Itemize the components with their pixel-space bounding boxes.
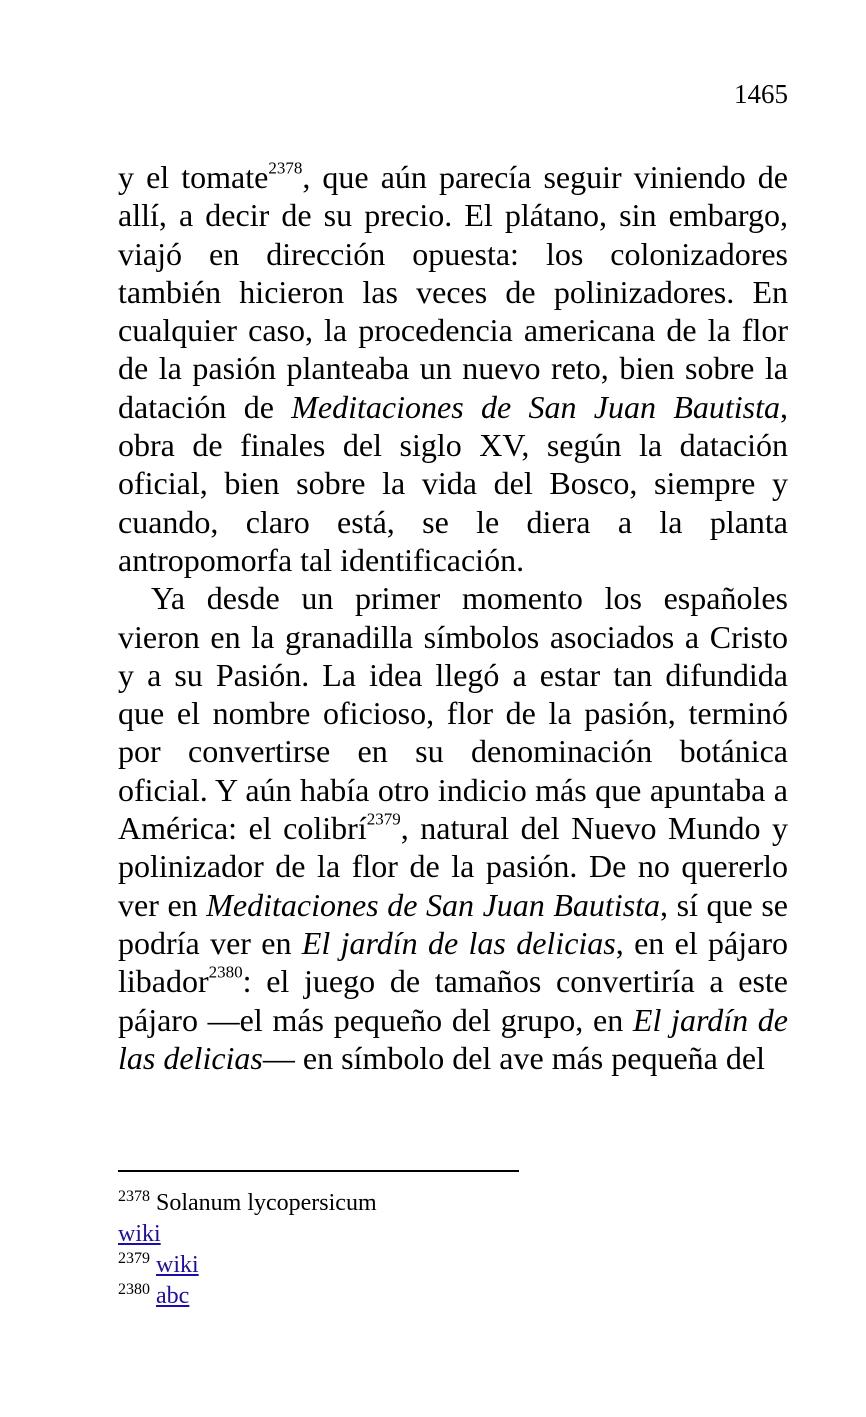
footnote-text: Solanum lycopersicum	[156, 1190, 377, 1216]
text-run: : el juego de tamaños convertiría a este pájaro —el más pequeño del grupo, en	[118, 963, 788, 1038]
body-text	[118, 158, 788, 1077]
text-run: , sí que se podría ver en	[118, 886, 789, 961]
footnote-link-wiki[interactable]: wiki	[118, 1221, 161, 1247]
footnote-line	[118, 1219, 788, 1250]
footnote-link-wiki[interactable]: wiki	[156, 1252, 199, 1278]
footnote-ref-2378: 2378	[268, 158, 303, 178]
paragraph-2	[118, 579, 788, 1077]
paragraph-1	[118, 158, 788, 579]
text-run: y el tomate	[118, 159, 269, 195]
footnote-number: 2379	[118, 1250, 150, 1268]
footnote-number: 2378	[118, 1188, 150, 1206]
text-run: , en el pájaro libador	[118, 924, 789, 1000]
text-run: — en símbolo del ave más pequeña del	[262, 1039, 765, 1076]
footnote-line	[118, 1188, 788, 1219]
text-run: , natural del Nuevo Mundo y polinizador de la flor de la pasión. De no quererlo ver en	[118, 810, 789, 923]
footnote-ref-2380: 2380	[208, 962, 243, 982]
italic-title: Meditaciones de San Juan Bautista	[291, 388, 781, 425]
footnotes	[118, 1188, 788, 1312]
italic-title: Meditaciones de San Juan Bautista	[206, 886, 661, 923]
footnote-divider	[118, 1170, 519, 1172]
text-run: , que aún parecía seguir viniendo de allí, a decir de su precio. El plátano, sin embargo, viajó en dirección opuesta: los colonizadores también hicieron las veces de polinizadores. En cualquier caso, la procedencia americana de la flor de la pasión planteaba un nuevo reto, bien sobre la datación de	[118, 159, 789, 425]
italic-title: El jardín de las delicias	[118, 1001, 789, 1076]
page-number: 1465	[734, 79, 788, 109]
footnote-2379	[118, 1250, 788, 1281]
footnote-number: 2380	[118, 1281, 150, 1299]
footnote-ref-2379: 2379	[366, 809, 401, 829]
italic-title: El jardín de las delicias	[301, 924, 616, 961]
text-run: Ya desde un primer momento los españoles vieron en la granadilla símbolos asociados a Cristo y a su Pasión. La idea llegó a estar tan difundida que el nombre oficioso, flor de la pasión, terminó por convertirse en su denominación botánica oficial. Y aún había otro indicio más que apuntaba a América: el colibrí	[118, 580, 788, 847]
footnote-link-abc[interactable]: abc	[156, 1283, 190, 1309]
footnote-2378	[118, 1188, 788, 1250]
footnote-2380	[118, 1281, 788, 1312]
text-run: , obra de finales del siglo XV, según la datación oficial, bien sobre la vida del Bosco, siempre y cuando, claro está, se le diera a la planta antropomorfa tal identificación.	[118, 388, 789, 578]
